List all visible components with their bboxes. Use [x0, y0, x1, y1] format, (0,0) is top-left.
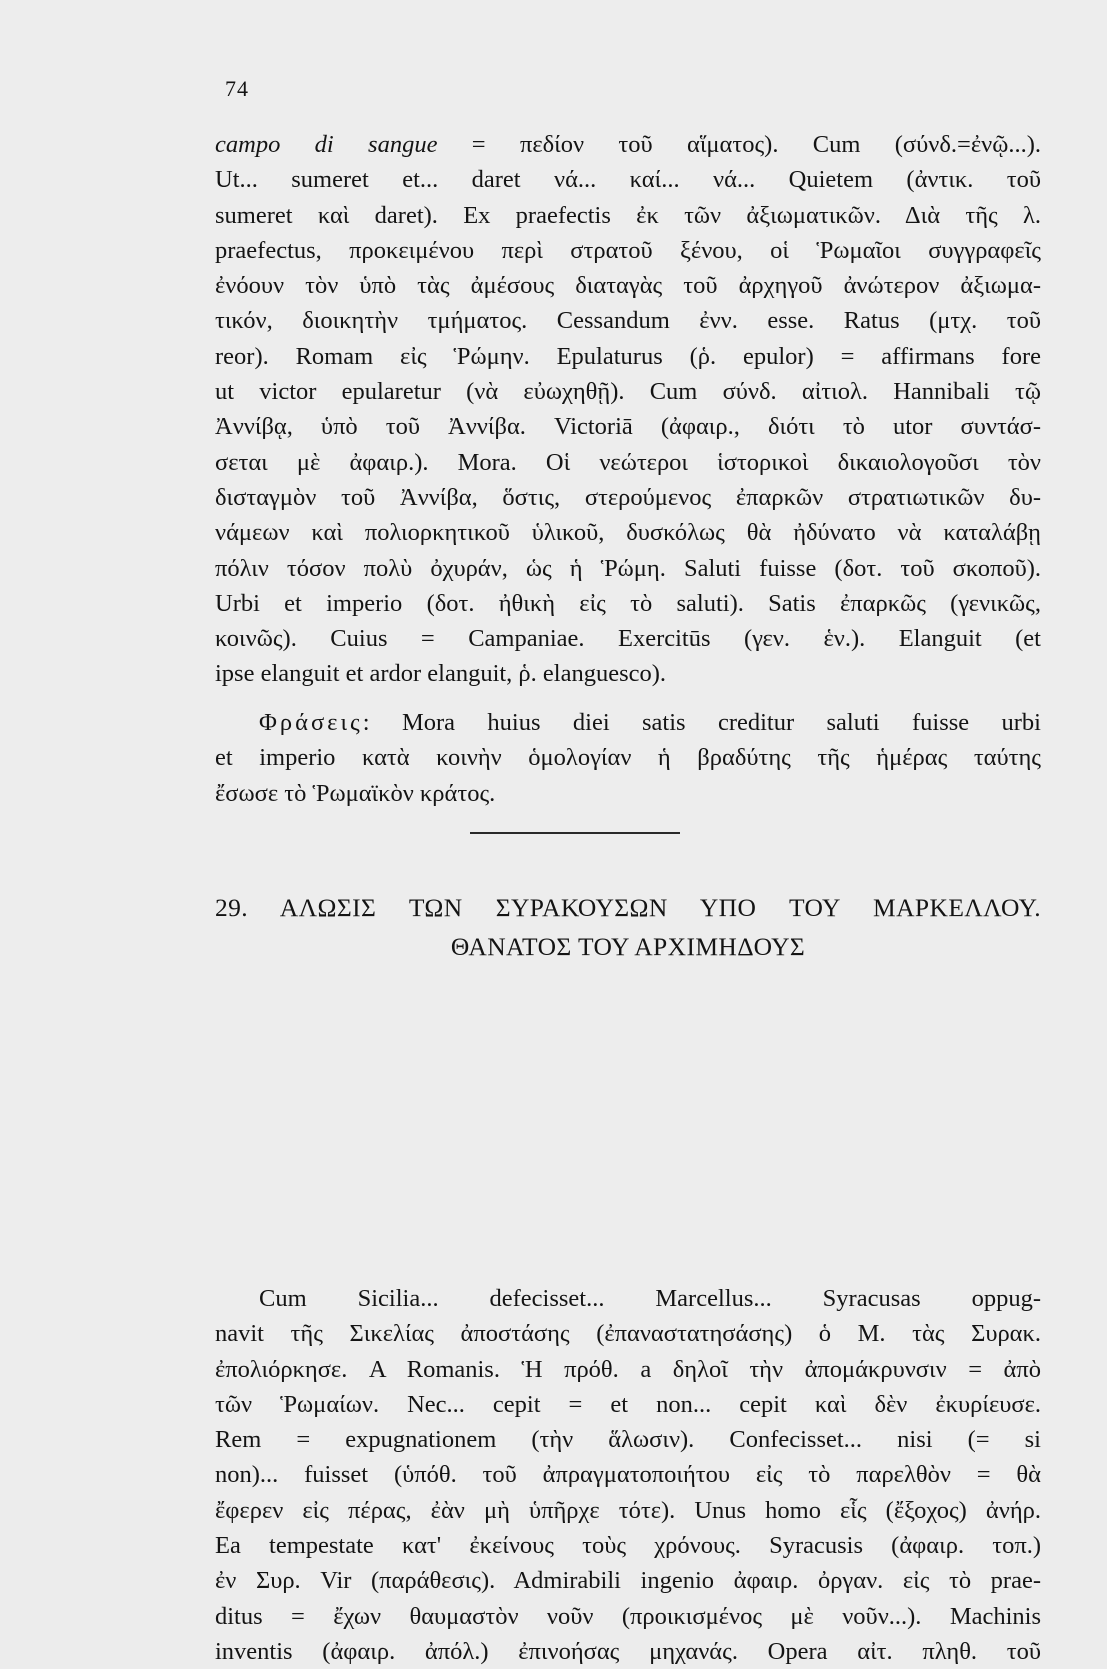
text-line: campo di sangue = πεδίον τοῦ αἵματος). Cum (σύνδ.=ἐνῷ...).: [215, 131, 1041, 158]
notes-paragraph: [215, 127, 1041, 692]
text-line: praefectus, προκειμένου περὶ στρατοῦ ξένου, οἱ Ῥωμαῖοι συγγραφεῖς: [215, 236, 1041, 264]
phrases-label: Φράσεις: [259, 709, 363, 736]
text-line: ipse elanguit et ardor elanguit, ῥ. elanguesco).: [215, 660, 667, 688]
text-line: et imperio κατὰ κοινὴν ὁμολογίαν ἡ βραδύτης τῆς ἡμέρας ταύτης: [215, 744, 1041, 772]
text-line: Urbi et imperio (δοτ. ἠθικὴ εἰς τὸ saluti). Satis ἐπαρκῶς (γενικῶς,: [215, 589, 1041, 617]
text-line: ἐν Συρ. Vir (παράθεσις). Admirabili ingenio ἀφαιρ. ὀργαν. εἰς τὸ prae-: [215, 1567, 1041, 1595]
text-line: sumeret καὶ daret). Ex praefectis ἐκ τῶν ἀξιωματικῶν. Διὰ τῆς λ.: [215, 201, 1041, 229]
italic-phrase: campo di sangue: [215, 131, 438, 158]
page-number: 74: [225, 76, 249, 101]
text-line: ἐνόουν τὸν ὑπὸ τὰς ἀμέσους διαταγὰς τοῦ ἀρχηγοῦ ἀνώτερον ἀξιωμα-: [215, 272, 1041, 300]
text-line: κοινῶς). Cuius = Campaniae. Exercitūs (γεν. ἑν.). Elanguit (et: [215, 625, 1041, 653]
phrases-paragraph: [215, 705, 1041, 811]
text-line: σεται μὲ ἀφαιρ.). Mora. Οἱ νεώτεροι ἱστορικοὶ δικαιολογοῦσι τὸν: [215, 448, 1041, 476]
text-line: Φράσεις: Mora huius diei satis creditur saluti fuisse urbi: [259, 709, 1041, 736]
text-line: inventis (ἀφαιρ. ἀπόλ.) ἐπινοήσας μηχανάς. Opera αἰτ. πληθ. τοῦ: [215, 1637, 1041, 1665]
text-line: Cum Sicilia... defecisset... Marcellus... Syracusas oppug-: [259, 1285, 1041, 1312]
section-heading-line: 29. ΑΛΩΣΙΣ ΤΩΝ ΣΥΡΑΚΟΥΣΩΝ ΥΠΟ ΤΟΥ ΜΑΡΚΕΛΛΟΥ.: [215, 893, 1041, 922]
text-line: navit τῆς Σικελίας ἀποστάσης (ἐπαναστατησάσης) ὁ Μ. τὰς Συρακ.: [215, 1320, 1041, 1348]
text-line: Ἀννίβᾳ, ὑπὸ τοῦ Ἀννίβα. Victoriā (ἀφαιρ., διότι τὸ utor συντάσ-: [215, 413, 1041, 441]
section-heading-line: ΘΑΝΑΤΟΣ ΤΟΥ ΑΡΧΙΜΗΔΟΥΣ: [450, 932, 806, 961]
text-line: Ea tempestate κατ' ἐκείνους τοὺς χρόνους. Syracusis (ἀφαιρ. τοπ.): [215, 1532, 1041, 1560]
section-divider: [470, 832, 680, 834]
text-line: ut victor epularetur (νὰ εὐωχηθῇ). Cum σύνδ. αἰτιολ. Hannibali τῷ: [215, 378, 1041, 406]
text-line: πόλιν τόσον πολὺ ὀχυράν, ὡς ἡ Ῥώμη. Saluti fuisse (δοτ. τοῦ σκοποῦ).: [215, 554, 1041, 582]
text-line: ditus = ἔχων θαυμαστὸν νοῦν (προικισμένος μὲ νοῦν...). Machinis: [215, 1602, 1041, 1630]
text-line: Ut... sumeret et... daret νά... καί... νά... Quietem (ἀντικ. τοῦ: [215, 166, 1041, 194]
section-paragraph: [215, 1281, 1041, 1669]
text-line: δισταγμὸν τοῦ Ἀννίβα, ὅστις, στερούμενος ἐπαρκῶν στρατιωτικῶν δυ-: [215, 483, 1041, 511]
text-line: non)... fuisset (ὑπόθ. τοῦ ἀπραγματοποιήτου εἰς τὸ παρελθὸν = θὰ: [215, 1461, 1041, 1489]
text-line: reor). Romam εἰς Ῥώμην. Epulaturus (ῥ. epulor) = affirmans fore: [215, 342, 1041, 370]
text-line: τῶν Ῥωμαίων. Nec... cepit = et non... cepit καὶ δὲν ἐκυρίευσε.: [215, 1390, 1041, 1418]
text-line: τικόν, διοικητὴν τμήματος. Cessandum ἐνν. esse. Ratus (μτχ. τοῦ: [215, 307, 1041, 335]
text-line: ἐπολιόρκησε. A Romanis. Ἡ πρόθ. a δηλοῖ τὴν ἀπομάκρυνσιν = ἀπὸ: [215, 1355, 1041, 1383]
section-heading: [215, 888, 1041, 966]
text-line: ἔφερεν εἰς πέρας, ἐὰν μὴ ὑπῆρχε τότε). Unus homo εἷς (ἔξοχος) ἀνήρ.: [215, 1496, 1041, 1524]
text-line: ἔσωσε τὸ Ῥωμαϊκὸν κράτος.: [215, 779, 496, 807]
text-line: νάμεων καὶ πολιορκητικοῦ ὑλικοῦ, δυσκόλως θὰ ἠδύνατο νὰ καταλάβῃ: [215, 519, 1041, 547]
text-line: Rem = expugnationem (τὴν ἅλωσιν). Confecisset... nisi (= si: [215, 1426, 1041, 1454]
